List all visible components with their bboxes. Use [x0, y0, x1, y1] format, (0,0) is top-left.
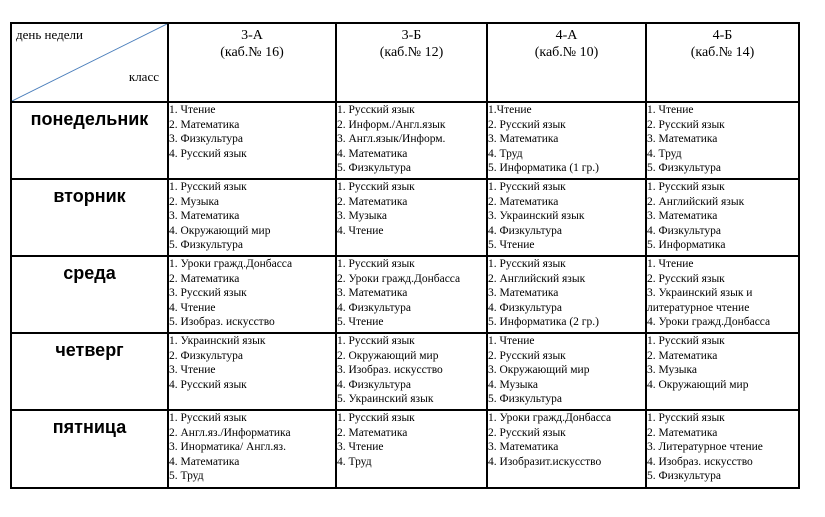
lesson-item: 3. Математика: [169, 210, 240, 223]
lesson-item: 5. Физкультура: [488, 393, 562, 406]
lesson-item: 4. Физкультура: [337, 301, 411, 314]
lesson-item: 2. Математика: [169, 118, 240, 131]
lesson-item: 2. Английский язык: [488, 272, 586, 285]
lesson-item: 1. Русский язык: [337, 335, 415, 347]
lesson-item: 3. Инорматика/ Англ.яз.: [169, 441, 286, 454]
lesson-item: 3. Русский язык: [169, 287, 247, 300]
lesson-cell: [646, 102, 799, 179]
lesson-item: 1. Украинский язык: [169, 335, 266, 347]
day-row: [11, 102, 799, 179]
lesson-item: 2. Русский язык: [488, 349, 566, 362]
corner-cell: [11, 23, 168, 102]
class-room: (каб.№ 16): [220, 45, 284, 60]
lesson-item: 1. Чтение: [647, 258, 694, 270]
lesson-item: 3. Математика: [488, 287, 559, 300]
lesson-item: 3. Музыка: [647, 364, 697, 377]
lesson-item: 1.Чтение: [488, 104, 532, 116]
lesson-item: 5. Чтение: [337, 316, 384, 329]
lesson-item: 5. Информатика (2 гр.): [488, 316, 599, 329]
lesson-item: 3. Изобраз. искусство: [337, 364, 443, 377]
lesson-cell: [168, 179, 336, 256]
lesson-item: 5. Физкультура: [337, 162, 411, 175]
lesson-item: 5. Изобраз. искусство: [169, 316, 275, 329]
lesson-item: 4. Чтение: [337, 224, 384, 237]
lesson-item: 2. Английский язык: [647, 195, 745, 208]
day-row: [11, 179, 799, 256]
lesson-item: 3. Литературное чтение: [647, 441, 763, 454]
lesson-cell: [487, 333, 646, 410]
lesson-item: 2. Русский язык: [488, 426, 566, 439]
lesson-item: 1. Русский язык: [647, 335, 725, 347]
lesson-item: 4. Математика: [169, 455, 240, 468]
lesson-cell: [646, 410, 799, 488]
lesson-item: 2. Русский язык: [647, 118, 725, 131]
lesson-item: 1. Чтение: [647, 104, 694, 116]
lesson-item: литературное чтение: [647, 301, 750, 314]
lesson-item: 4. Музыка: [488, 378, 538, 391]
day-cell: [11, 179, 168, 256]
lesson-item: 3. Математика: [647, 210, 718, 223]
lesson-item: 2. Физкультура: [169, 349, 243, 362]
lesson-item: 1. Русский язык: [337, 181, 415, 193]
day-row: [11, 256, 799, 333]
lesson-item: 1. Русский язык: [488, 258, 566, 270]
lesson-cell: [487, 179, 646, 256]
lesson-item: 5. Физкультура: [169, 239, 243, 252]
lesson-cell: [336, 102, 487, 179]
lesson-item: 1. Русский язык: [647, 181, 725, 193]
day-row: [11, 410, 799, 488]
lesson-cell: [168, 333, 336, 410]
lesson-item: 4. Русский язык: [169, 147, 247, 160]
lesson-item: 1. Русский язык: [647, 412, 725, 424]
class-room: (каб.№ 12): [379, 45, 444, 60]
day-cell: [11, 102, 168, 179]
schedule-table: [10, 22, 800, 489]
class-name: 4-А: [555, 28, 578, 43]
lesson-item: 4. Математика: [337, 147, 408, 160]
lesson-item: 5. Физкультура: [647, 162, 721, 175]
lesson-item: 5. Информатика: [647, 239, 726, 252]
lesson-item: 4. Труд: [337, 455, 372, 468]
lesson-item: 4. Труд: [647, 147, 682, 160]
lesson-cell: [168, 410, 336, 488]
lesson-item: 3. Математика: [488, 441, 559, 454]
lesson-item: 5. Информатика (1 гр.): [488, 162, 599, 175]
class-room: (каб.№ 10): [534, 45, 599, 60]
class-header-4b: [646, 23, 799, 102]
lesson-item: 1. Русский язык: [337, 412, 415, 424]
lesson-item: 4. Труд: [488, 147, 523, 160]
lesson-item: 3. Математика: [337, 287, 408, 300]
lesson-item: 1. Чтение: [169, 104, 216, 116]
lesson-item: 2. Математика: [647, 349, 718, 362]
lesson-cell: [646, 179, 799, 256]
day-row: [11, 333, 799, 410]
day-name: вторник: [53, 186, 126, 206]
lesson-item: 4. Изобразит.искусство: [488, 455, 602, 468]
lesson-cell: [168, 102, 336, 179]
lesson-item: 2. Математика: [337, 195, 408, 208]
class-name: 3-Б: [401, 28, 422, 43]
class-name: 3-А: [241, 28, 263, 43]
lesson-cell: [646, 333, 799, 410]
lesson-cell: [487, 410, 646, 488]
lesson-item: 4. Физкультура: [488, 301, 562, 314]
class-header-3b: [336, 23, 487, 102]
lesson-item: 3. Музыка: [337, 210, 387, 223]
lesson-item: 4. Уроки гражд.Донбасса: [647, 316, 771, 329]
lesson-cell: [168, 256, 336, 333]
lesson-item: 4. Чтение: [169, 301, 216, 314]
lesson-item: 5. Физкультура: [647, 470, 721, 483]
lesson-item: 1. Уроки гражд.Донбасса: [488, 412, 612, 424]
day-name: четверг: [55, 340, 124, 360]
lesson-cell: [487, 102, 646, 179]
lesson-item: 2. Англ.яз./Информатика: [169, 426, 291, 439]
day-name: пятница: [52, 417, 127, 437]
lesson-cell: [646, 256, 799, 333]
class-header-4a: [487, 23, 646, 102]
lesson-item: 2. Математика: [169, 272, 240, 285]
lesson-item: 4. Физкультура: [337, 378, 411, 391]
lesson-item: 2. Окружающий мир: [337, 349, 439, 362]
lesson-cell: [336, 410, 487, 488]
lesson-item: 1. Русский язык: [169, 181, 247, 193]
lesson-item: 3. Украинский язык и: [647, 287, 753, 300]
lesson-item: 4. Физкультура: [647, 224, 721, 237]
day-name: понедельник: [30, 109, 149, 129]
day-cell: [11, 333, 168, 410]
lesson-item: 5. Украинский язык: [337, 393, 434, 406]
day-cell: [11, 256, 168, 333]
lesson-item: 2. Математика: [337, 426, 408, 439]
class-name: 4-Б: [712, 28, 733, 43]
lesson-item: 1. Русский язык: [169, 412, 247, 424]
lesson-item: 2. Русский язык: [647, 272, 725, 285]
lesson-item: 2. Информ./Англ.язык: [337, 118, 446, 131]
lesson-item: 5. Труд: [169, 470, 204, 483]
lesson-item: 1. Чтение: [488, 335, 535, 347]
lesson-item: 3. Физкультура: [169, 133, 243, 146]
lesson-item: 1. Русский язык: [488, 181, 566, 193]
lesson-item: 2. Математика: [488, 195, 559, 208]
lesson-item: 4. Окружающий мир: [647, 378, 749, 391]
lesson-item: 2. Математика: [647, 426, 718, 439]
day-cell: [11, 410, 168, 488]
lesson-item: 3. Чтение: [169, 364, 216, 377]
lesson-item: 4. Физкультура: [488, 224, 562, 237]
lesson-item: 4. Русский язык: [169, 378, 247, 391]
day-name: среда: [63, 263, 116, 283]
lesson-cell: [336, 333, 487, 410]
lesson-item: 3. Чтение: [337, 441, 384, 454]
lesson-item: 1. Русский язык: [337, 104, 415, 116]
lesson-item: 3. Математика: [647, 133, 718, 146]
lesson-cell: [487, 256, 646, 333]
header-row: [11, 23, 799, 102]
lesson-item: 3. Украинский язык: [488, 210, 585, 223]
lesson-item: 2. Уроки гражд.Донбасса: [337, 272, 461, 285]
lesson-cell: [336, 179, 487, 256]
lesson-item: 2. Русский язык: [488, 118, 566, 131]
lesson-cell: [336, 256, 487, 333]
lesson-item: 4. Изобраз. искусство: [647, 455, 753, 468]
lesson-item: 1. Уроки гражд.Донбасса: [169, 258, 293, 270]
lesson-item: 3. Англ.язык/Информ.: [337, 133, 446, 146]
class-room: (каб.№ 14): [690, 45, 755, 60]
class-header-3a: [168, 23, 336, 102]
lesson-item: 5. Чтение: [488, 239, 535, 252]
corner-day-label: день недели: [16, 27, 83, 42]
lesson-item: 3. Окружающий мир: [488, 364, 590, 377]
lesson-item: 4. Окружающий мир: [169, 224, 271, 237]
lesson-item: 2. Музыка: [169, 195, 219, 208]
lesson-item: 1. Русский язык: [337, 258, 415, 270]
corner-class-label: класс: [128, 69, 159, 84]
lesson-item: 3. Математика: [488, 133, 559, 146]
